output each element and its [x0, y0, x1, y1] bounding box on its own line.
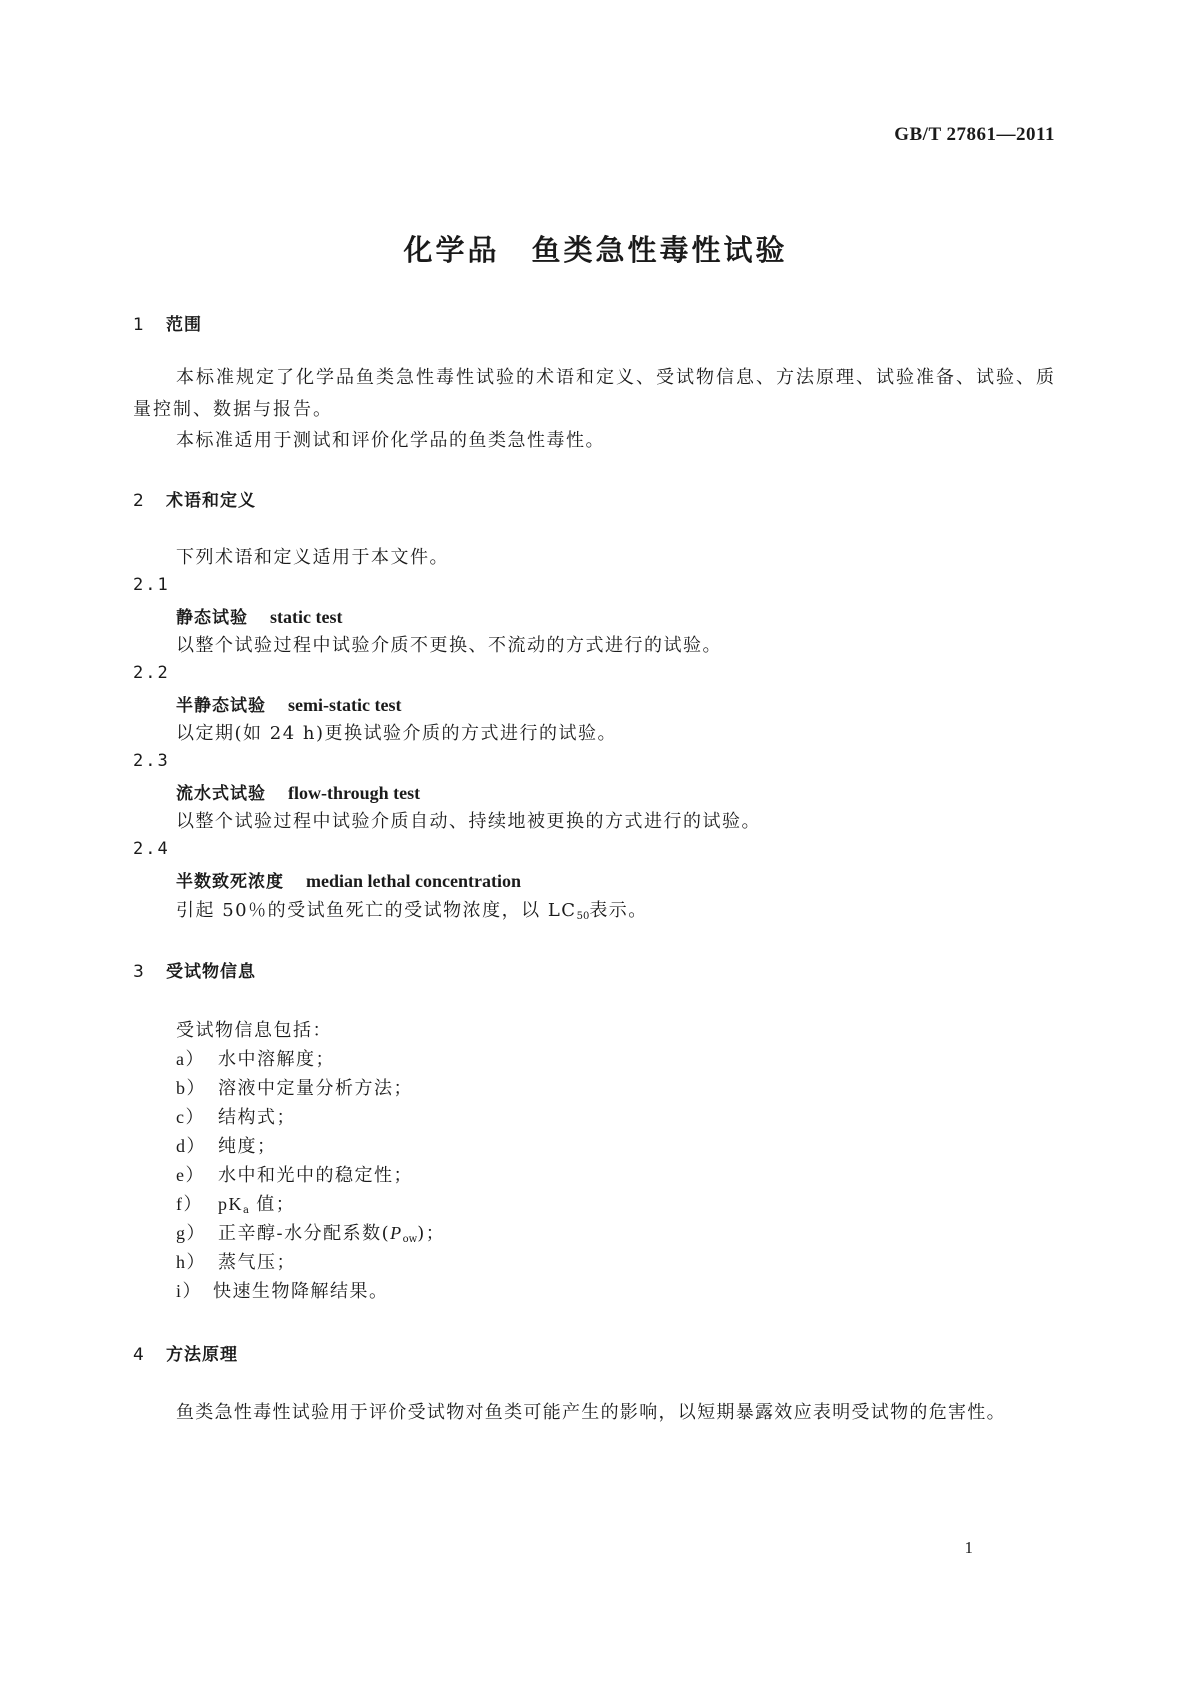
section-title: 术语和定义 — [166, 491, 256, 511]
list-item — [176, 1045, 335, 1071]
term-definition: 以定期(如 24 h)更换试验介质的方式进行的试验。 — [176, 723, 617, 744]
term-definition — [176, 896, 648, 922]
terms-intro: 下列术语和定义适用于本文件。 — [176, 547, 449, 568]
clause-number: 2.3 — [133, 751, 170, 771]
list-text: 正辛醇-水分配系数( — [218, 1223, 391, 1244]
list-item — [176, 1219, 445, 1245]
term-zh: 半静态试验 — [176, 696, 266, 716]
clause-number: 2.2 — [133, 663, 170, 683]
list-label: e） — [176, 1165, 205, 1185]
term-definition: 以整个试验过程中试验介质自动、持续地被更换的方式进行的试验。 — [176, 811, 761, 832]
list-label: c） — [176, 1107, 205, 1127]
section-4-heading — [133, 1340, 238, 1365]
list-label: f） — [176, 1194, 203, 1214]
list-label: d） — [176, 1136, 206, 1156]
list-item — [176, 1190, 295, 1216]
term-definition: 以整个试验过程中试验介质不更换、不流动的方式进行的试验。 — [176, 635, 722, 656]
list-label: g） — [176, 1223, 206, 1243]
section-1-heading — [133, 310, 202, 335]
list-label: a） — [176, 1049, 205, 1069]
definition-text: 表示。 — [589, 900, 648, 921]
section-number: 1 — [133, 315, 145, 335]
subscript: a — [243, 1205, 249, 1216]
clause-number: 2.1 — [133, 575, 170, 595]
list-label: h） — [176, 1252, 206, 1272]
term-zh: 半数致死浓度 — [176, 872, 284, 892]
term-en: median lethal concentration — [306, 871, 521, 891]
list-item — [176, 1074, 413, 1100]
term-entry — [176, 603, 342, 628]
principle-paragraph: 鱼类急性毒性试验用于评价受试物对鱼类可能产生的影响，以短期暴露效应表明受试物的危害性。 — [176, 1402, 1006, 1423]
term-en: semi-static test — [288, 695, 402, 715]
variable: P — [390, 1223, 403, 1243]
section-2-heading — [133, 486, 256, 511]
list-item — [176, 1248, 296, 1274]
list-label: i） — [176, 1281, 203, 1301]
scope-paragraph-1: 本标准规定了化学品鱼类急性毒性试验的术语和定义、受试物信息、方法原理、试验准备、试验、质量控制、数据与报告。 — [133, 367, 1056, 420]
term-zh: 静态试验 — [176, 608, 248, 628]
clause-number: 2.4 — [133, 839, 170, 859]
list-label: b） — [176, 1078, 206, 1098]
term-zh: 流水式试验 — [176, 784, 266, 804]
standard-code: GB/T 27861—2011 — [894, 124, 1055, 145]
list-text: 结构式； — [218, 1107, 296, 1128]
list-text: 蒸气压； — [218, 1252, 296, 1273]
term-entry — [176, 691, 401, 716]
section-number: 4 — [133, 1345, 145, 1365]
term-entry — [176, 867, 521, 892]
list-text: 快速生物降解结果。 — [213, 1281, 389, 1302]
section-number: 2 — [133, 491, 145, 511]
list-text: 值； — [248, 1194, 296, 1215]
document-title: 化学品 鱼类急性毒性试验 — [403, 233, 788, 267]
list-text: pK — [218, 1194, 243, 1214]
list-text: 水中和光中的稳定性； — [218, 1165, 413, 1186]
list-item — [176, 1277, 389, 1303]
section-title: 受试物信息 — [166, 962, 256, 982]
list-text: )； — [417, 1223, 446, 1244]
term-en: static test — [270, 607, 343, 627]
list-text: 溶液中定量分析方法； — [218, 1078, 413, 1099]
section-title: 范围 — [166, 315, 202, 335]
list-item — [176, 1103, 296, 1129]
subscript: 50 — [576, 911, 590, 922]
section-3-heading — [133, 957, 256, 982]
list-item — [176, 1161, 413, 1187]
section-title: 方法原理 — [166, 1345, 238, 1365]
info-intro: 受试物信息包括： — [176, 1020, 332, 1041]
term-entry — [176, 779, 420, 804]
scope-paragraph-2: 本标准适用于测试和评价化学品的鱼类急性毒性。 — [176, 430, 605, 451]
definition-text: 引起 50％的受试鱼死亡的受试物浓度，以 LC — [176, 900, 577, 921]
page-number: 1 — [964, 1538, 973, 1557]
list-text: 纯度； — [218, 1136, 277, 1157]
term-en: flow-through test — [288, 783, 421, 803]
section-number: 3 — [133, 962, 145, 982]
list-text: 水中溶解度； — [218, 1049, 335, 1070]
subscript: ow — [402, 1234, 418, 1245]
list-item — [176, 1132, 277, 1158]
